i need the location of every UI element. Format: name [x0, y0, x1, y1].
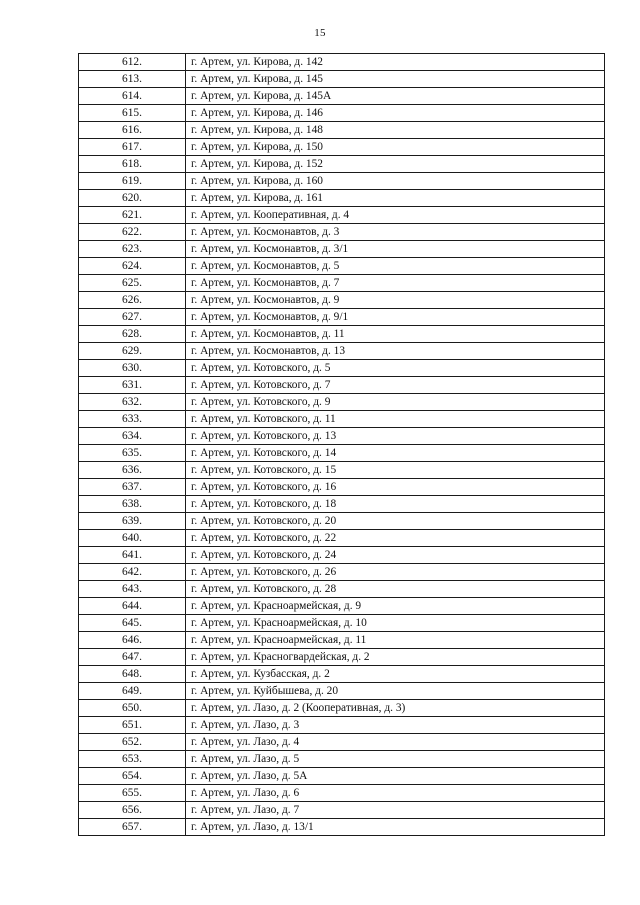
address-table	[78, 53, 605, 836]
row-number: 612.	[79, 54, 186, 71]
table-row	[79, 88, 605, 105]
table-row	[79, 190, 605, 207]
row-number: 631.	[79, 377, 186, 394]
row-address: г. Артем, ул. Котовского, д. 18	[186, 496, 605, 513]
table-row	[79, 343, 605, 360]
table-row	[79, 411, 605, 428]
row-number: 634.	[79, 428, 186, 445]
row-number: 632.	[79, 394, 186, 411]
row-address: г. Артем, ул. Котовского, д. 7	[186, 377, 605, 394]
row-number: 653.	[79, 751, 186, 768]
table-row	[79, 309, 605, 326]
row-number: 639.	[79, 513, 186, 530]
table-row	[79, 547, 605, 564]
row-address: г. Артем, ул. Котовского, д. 9	[186, 394, 605, 411]
row-number: 615.	[79, 105, 186, 122]
row-address: г. Артем, ул. Кирова, д. 148	[186, 122, 605, 139]
table-row	[79, 360, 605, 377]
table-row	[79, 717, 605, 734]
row-address: г. Артем, ул. Лазо, д. 5	[186, 751, 605, 768]
row-address: г. Артем, ул. Кирова, д. 142	[186, 54, 605, 71]
table-row	[79, 207, 605, 224]
row-number: 656.	[79, 802, 186, 819]
row-number: 633.	[79, 411, 186, 428]
row-number: 619.	[79, 173, 186, 190]
row-number: 629.	[79, 343, 186, 360]
row-number: 630.	[79, 360, 186, 377]
row-address: г. Артем, ул. Космонавтов, д. 9/1	[186, 309, 605, 326]
table-row	[79, 173, 605, 190]
table-row	[79, 326, 605, 343]
table-row	[79, 156, 605, 173]
row-number: 627.	[79, 309, 186, 326]
row-address: г. Артем, ул. Котовского, д. 26	[186, 564, 605, 581]
row-number: 642.	[79, 564, 186, 581]
row-address: г. Артем, ул. Кузбасская, д. 2	[186, 666, 605, 683]
row-address: г. Артем, ул. Космонавтов, д. 9	[186, 292, 605, 309]
row-address: г. Артем, ул. Космонавтов, д. 5	[186, 258, 605, 275]
row-address: г. Артем, ул. Котовского, д. 14	[186, 445, 605, 462]
row-address: г. Артем, ул. Космонавтов, д. 11	[186, 326, 605, 343]
row-number: 626.	[79, 292, 186, 309]
row-address: г. Артем, ул. Кооперативная, д. 4	[186, 207, 605, 224]
row-number: 623.	[79, 241, 186, 258]
row-address: г. Артем, ул. Котовского, д. 13	[186, 428, 605, 445]
row-number: 641.	[79, 547, 186, 564]
table-row	[79, 71, 605, 88]
table-row	[79, 700, 605, 717]
row-number: 657.	[79, 819, 186, 836]
row-number: 628.	[79, 326, 186, 343]
table-row	[79, 394, 605, 411]
table-row	[79, 734, 605, 751]
table-row	[79, 530, 605, 547]
table-row	[79, 258, 605, 275]
table-row	[79, 122, 605, 139]
row-address: г. Артем, ул. Кирова, д. 145А	[186, 88, 605, 105]
table-row	[79, 275, 605, 292]
table-row	[79, 751, 605, 768]
table-row	[79, 581, 605, 598]
table-row	[79, 428, 605, 445]
row-address: г. Артем, ул. Кирова, д. 145	[186, 71, 605, 88]
row-address: г. Артем, ул. Лазо, д. 4	[186, 734, 605, 751]
table-row	[79, 819, 605, 836]
row-address: г. Артем, ул. Кирова, д. 150	[186, 139, 605, 156]
row-address: г. Артем, ул. Котовского, д. 24	[186, 547, 605, 564]
row-number: 618.	[79, 156, 186, 173]
row-address: г. Артем, ул. Кирова, д. 152	[186, 156, 605, 173]
row-number: 654.	[79, 768, 186, 785]
row-number: 638.	[79, 496, 186, 513]
row-number: 645.	[79, 615, 186, 632]
row-number: 647.	[79, 649, 186, 666]
row-number: 621.	[79, 207, 186, 224]
row-number: 625.	[79, 275, 186, 292]
row-number: 620.	[79, 190, 186, 207]
row-address: г. Артем, ул. Космонавтов, д. 3	[186, 224, 605, 241]
row-number: 636.	[79, 462, 186, 479]
row-address: г. Артем, ул. Космонавтов, д. 13	[186, 343, 605, 360]
table-row	[79, 649, 605, 666]
table-row	[79, 496, 605, 513]
row-address: г. Артем, ул. Лазо, д. 3	[186, 717, 605, 734]
row-address: г. Артем, ул. Красноармейская, д. 10	[186, 615, 605, 632]
row-address: г. Артем, ул. Красноармейская, д. 9	[186, 598, 605, 615]
row-number: 614.	[79, 88, 186, 105]
row-number: 655.	[79, 785, 186, 802]
row-address: г. Артем, ул. Лазо, д. 2 (Кооперативная, д. 3)	[186, 700, 605, 717]
row-address: г. Артем, ул. Кирова, д. 146	[186, 105, 605, 122]
table-row	[79, 462, 605, 479]
row-address: г. Артем, ул. Котовского, д. 22	[186, 530, 605, 547]
row-number: 649.	[79, 683, 186, 700]
row-number: 640.	[79, 530, 186, 547]
row-address: г. Артем, ул. Котовского, д. 11	[186, 411, 605, 428]
row-number: 637.	[79, 479, 186, 496]
row-address: г. Артем, ул. Красноармейская, д. 11	[186, 632, 605, 649]
row-address: г. Артем, ул. Кирова, д. 160	[186, 173, 605, 190]
table-row	[79, 139, 605, 156]
row-number: 651.	[79, 717, 186, 734]
row-number: 613.	[79, 71, 186, 88]
row-number: 616.	[79, 122, 186, 139]
table-row	[79, 224, 605, 241]
table-row	[79, 615, 605, 632]
table-row	[79, 632, 605, 649]
row-address: г. Артем, ул. Кирова, д. 161	[186, 190, 605, 207]
row-address: г. Артем, ул. Котовского, д. 28	[186, 581, 605, 598]
row-address: г. Артем, ул. Лазо, д. 7	[186, 802, 605, 819]
row-number: 648.	[79, 666, 186, 683]
row-address: г. Артем, ул. Котовского, д. 5	[186, 360, 605, 377]
table-row	[79, 564, 605, 581]
table-row	[79, 241, 605, 258]
table-row	[79, 666, 605, 683]
row-number: 635.	[79, 445, 186, 462]
table-row	[79, 54, 605, 71]
row-address: г. Артем, ул. Лазо, д. 5А	[186, 768, 605, 785]
row-address: г. Артем, ул. Котовского, д. 20	[186, 513, 605, 530]
row-number: 617.	[79, 139, 186, 156]
table-row	[79, 513, 605, 530]
table-row	[79, 802, 605, 819]
row-number: 644.	[79, 598, 186, 615]
table-row	[79, 785, 605, 802]
address-table-body	[79, 54, 605, 836]
row-address: г. Артем, ул. Котовского, д. 15	[186, 462, 605, 479]
row-number: 646.	[79, 632, 186, 649]
row-number: 650.	[79, 700, 186, 717]
table-row	[79, 683, 605, 700]
row-address: г. Артем, ул. Космонавтов, д. 7	[186, 275, 605, 292]
row-number: 652.	[79, 734, 186, 751]
row-address: г. Артем, ул. Лазо, д. 6	[186, 785, 605, 802]
table-row	[79, 377, 605, 394]
table-row	[79, 598, 605, 615]
page-number: 15	[314, 27, 326, 39]
table-row	[79, 292, 605, 309]
table-row	[79, 105, 605, 122]
table-row	[79, 768, 605, 785]
table-row	[79, 479, 605, 496]
row-number: 622.	[79, 224, 186, 241]
row-address: г. Артем, ул. Космонавтов, д. 3/1	[186, 241, 605, 258]
row-address: г. Артем, ул. Красногвардейская, д. 2	[186, 649, 605, 666]
row-address: г. Артем, ул. Куйбышева, д. 20	[186, 683, 605, 700]
row-number: 643.	[79, 581, 186, 598]
row-address: г. Артем, ул. Лазо, д. 13/1	[186, 819, 605, 836]
table-row	[79, 445, 605, 462]
row-address: г. Артем, ул. Котовского, д. 16	[186, 479, 605, 496]
row-number: 624.	[79, 258, 186, 275]
